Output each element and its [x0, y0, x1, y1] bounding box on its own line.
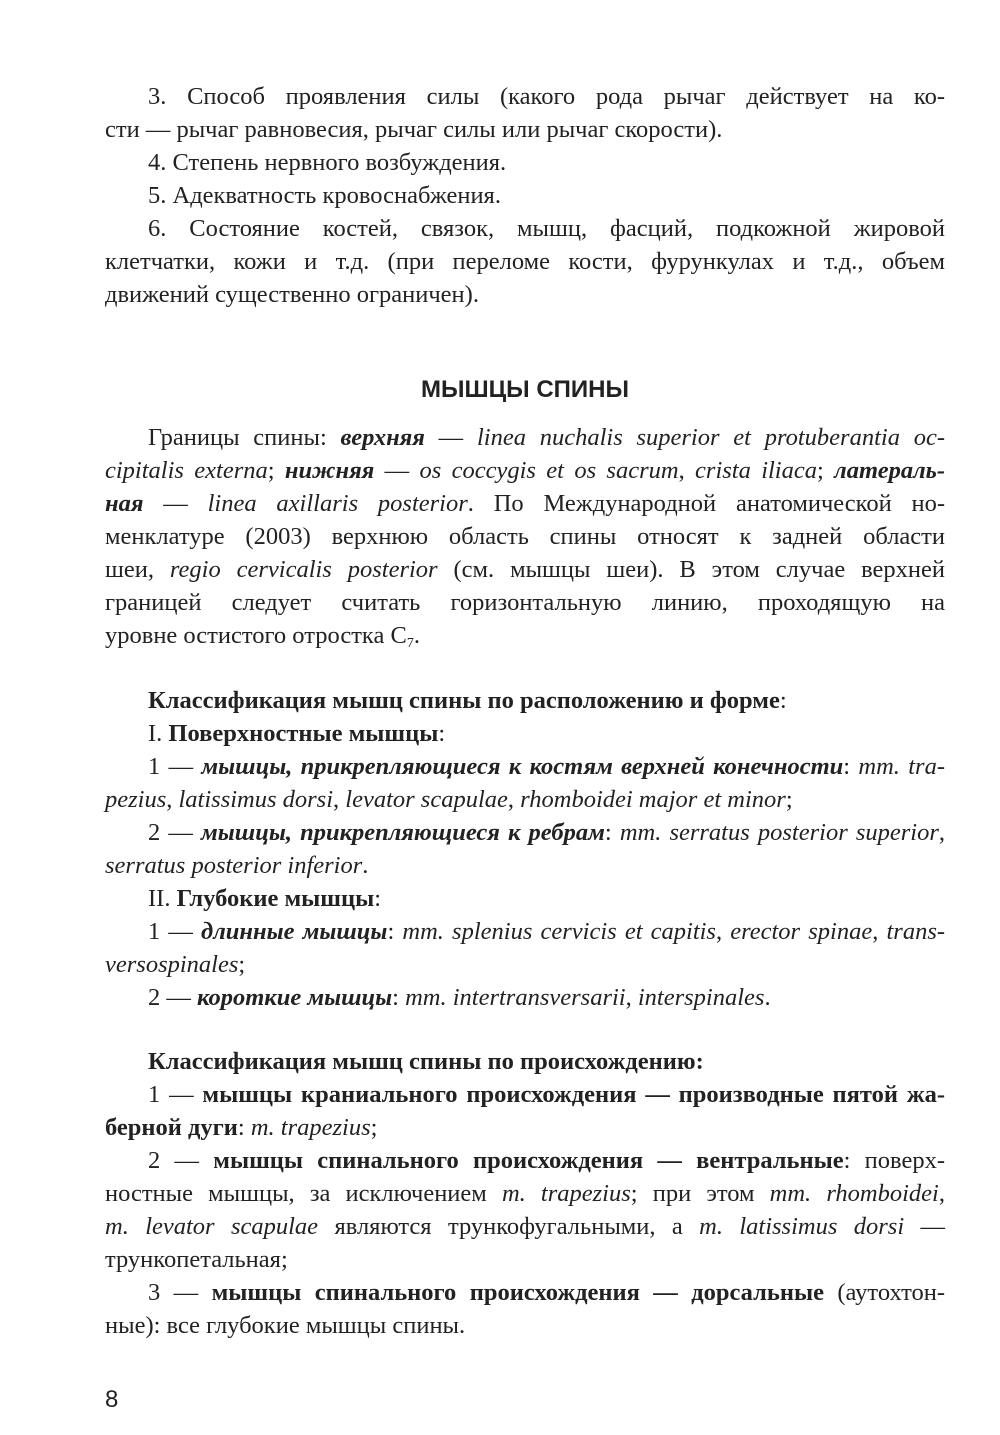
page-body: [105, 80, 945, 1342]
text-run: I.: [148, 720, 169, 747]
text-run: 3. Способ проявления силы (какого рода рычаг действует на ко-: [148, 83, 945, 110]
text-run: Границы спины:: [148, 424, 341, 451]
text-run: levator scapulae: [345, 786, 508, 813]
text-line: [105, 1243, 945, 1276]
text-run: mm. rhomboidei: [769, 1180, 939, 1207]
text-run: ,: [678, 457, 696, 484]
text-run: трункопетальная;: [105, 1246, 288, 1273]
text-line: [105, 245, 945, 278]
text-run: ;: [267, 457, 285, 484]
text-run: 1 —: [148, 753, 202, 780]
text-run: 1 —: [148, 1081, 203, 1108]
text-run: cipitalis externa: [105, 457, 268, 484]
text-run: ,: [715, 918, 731, 945]
text-line: [105, 882, 945, 915]
text-run: 6. Состояние костей, связок, мышц, фасций, подкожной жировой: [148, 215, 945, 242]
text-run: ;: [785, 786, 793, 813]
text-run: короткие мышцы: [197, 984, 393, 1011]
text-line: [105, 981, 945, 1014]
text-run: ; при этом: [630, 1180, 770, 1207]
text-line: [105, 278, 945, 311]
text-line: [105, 717, 945, 750]
text-run: ,: [507, 786, 521, 813]
text-run: Глубокие мышцы: [176, 885, 375, 912]
text-run: os coccygis et os sacrum: [419, 457, 679, 484]
text-run: границей следует считать горизонтальную линию, проходящую на: [105, 589, 945, 616]
text-run: 2 —: [148, 984, 197, 1011]
text-run: ;: [238, 951, 246, 978]
text-run: движений существенно ограничен).: [105, 281, 479, 308]
text-run: —: [143, 490, 208, 517]
text-run: 1 —: [148, 918, 202, 945]
text-run: 2 —: [148, 1147, 214, 1174]
text-line: [105, 1111, 945, 1144]
text-run: —: [424, 424, 477, 451]
text-run: linea axillaris posterior: [207, 490, 468, 517]
text-run: Классификация мышц спины по происхождению:: [148, 1048, 704, 1075]
text-line: [105, 1309, 945, 1342]
text-line: [105, 915, 945, 948]
text-line: [105, 948, 945, 981]
classification-by-position: [105, 684, 945, 1014]
text-line: [105, 487, 945, 520]
text-line: [105, 179, 945, 212]
text-run: нижняя: [284, 457, 375, 484]
text-run: linea nuchalis superior et protuberantia oc-: [476, 424, 945, 451]
text-run: ностные мышцы, за исключением: [105, 1180, 502, 1207]
text-run: serratus posterior inferior: [105, 852, 363, 879]
text-run: 2 —: [148, 819, 201, 846]
text-run: 5. Адекватность кровоснабжения.: [148, 182, 501, 209]
text-run: мышцы спинального происхождения — вентральные: [213, 1147, 844, 1174]
text-run: :: [438, 720, 446, 747]
text-line: [105, 80, 945, 113]
text-run: ная: [105, 490, 144, 517]
text-line: [105, 586, 945, 619]
text-run: —: [374, 457, 420, 484]
section-heading: МЫШЦЫ СПИНЫ: [421, 376, 629, 403]
text-run: m. trapezius: [250, 1114, 371, 1141]
text-run: ,: [938, 1180, 945, 1207]
text-run: мышцы, прикрепляющиеся к ребрам: [201, 819, 605, 846]
borders-paragraph: [105, 421, 945, 652]
text-line: [105, 849, 945, 882]
text-run: :: [604, 819, 620, 846]
text-line: [105, 1276, 945, 1309]
subscript: 7: [406, 636, 414, 651]
text-line: [105, 1045, 945, 1078]
text-run: mm. splenius cervicis et capitis: [402, 918, 716, 945]
text-run: ,: [166, 786, 179, 813]
text-line: [105, 1078, 945, 1111]
text-run: Поверхностные мышцы: [168, 720, 439, 747]
text-line: [105, 816, 945, 849]
text-line: [105, 750, 945, 783]
text-run: interspinales: [637, 984, 765, 1011]
text-run: длинные мышцы: [201, 918, 388, 945]
text-line: [105, 1177, 945, 1210]
text-line: [105, 421, 945, 454]
text-run: сти — рычаг равновесия, рычаг силы или рычаг скорости).: [105, 116, 723, 143]
text-run: .: [764, 984, 771, 1011]
text-line: [105, 454, 945, 487]
text-run: мышцы спинального происхождения — дорсальные: [211, 1279, 824, 1306]
text-run: m. latissimus dorsi: [699, 1213, 905, 1240]
text-run: (аутохтон-: [823, 1279, 946, 1306]
text-run: .: [413, 622, 420, 649]
text-run: pezius: [105, 786, 167, 813]
text-run: regio cervicalis posterior: [169, 556, 438, 583]
text-line: [105, 553, 945, 586]
text-run: ,: [872, 918, 887, 945]
text-run: ,: [938, 819, 946, 846]
text-run: . По Международной анатомической но-: [467, 490, 946, 517]
text-run: trans-: [886, 918, 946, 945]
text-run: :: [392, 984, 406, 1011]
text-run: II.: [148, 885, 177, 912]
text-run: являются трункофугальными, а: [318, 1213, 700, 1240]
text-run: 3 —: [148, 1279, 212, 1306]
text-run: mm. tra-: [858, 753, 945, 780]
text-run: верхняя: [340, 424, 425, 451]
text-run: mm. intertransversarii: [405, 984, 626, 1011]
text-run: (см. мышцы шеи). В этом случае верхней: [437, 556, 945, 583]
text-line: [105, 520, 945, 553]
text-run: шеи,: [105, 556, 170, 583]
text-run: Классификация мышц спины по расположению и форме: [148, 687, 780, 714]
text-line: [105, 1144, 945, 1177]
text-run: мышцы, прикрепляющиеся к костям верхней конечности: [201, 753, 844, 780]
text-run: versospinales: [105, 951, 239, 978]
text-line: [105, 1210, 945, 1243]
text-run: латераль-: [834, 457, 946, 484]
classification-by-origin: [105, 1045, 945, 1342]
text-run: crista iliaca: [695, 457, 817, 484]
text-run: :: [843, 753, 859, 780]
text-run: мышцы краниального происхождения — производные пятой жа-: [202, 1081, 946, 1108]
intro-list: [105, 80, 945, 311]
text-run: —: [904, 1213, 945, 1240]
text-line: [105, 146, 945, 179]
text-run: m. trapezius: [501, 1180, 631, 1207]
text-run: менклатуре (2003) верхнюю область спины относят к задней области: [105, 523, 945, 550]
text-run: клетчатки, кожи и т.д. (при переломе кости, фурункулах и т.д., объем: [105, 248, 945, 275]
text-run: m. levator scapulae: [105, 1213, 319, 1240]
text-run: ;: [817, 457, 835, 484]
text-run: уровне остистого отростка С: [105, 622, 407, 649]
text-run: ,: [333, 786, 346, 813]
text-run: rhomboidei major et minor: [520, 786, 786, 813]
text-line: [105, 113, 945, 146]
text-run: берной дуги: [105, 1114, 238, 1141]
text-line: [105, 212, 945, 245]
text-run: erector spinae: [730, 918, 873, 945]
text-run: ;: [370, 1114, 378, 1141]
text-run: latissimus dorsi: [178, 786, 334, 813]
page-number: 8: [105, 1386, 119, 1413]
text-line: [105, 684, 945, 717]
text-line: [105, 619, 945, 652]
text-run: .: [362, 852, 369, 879]
text-run: : поверх-: [843, 1147, 945, 1174]
text-run: ные): все глубокие мышцы спины.: [105, 1312, 466, 1339]
text-run: 4. Степень нервного возбуждения.: [148, 149, 507, 176]
text-run: :: [779, 687, 787, 714]
text-run: :: [237, 1114, 251, 1141]
text-run: :: [374, 885, 382, 912]
text-run: mm. serratus posterior superior: [619, 819, 939, 846]
text-line: [105, 783, 945, 816]
text-run: :: [387, 918, 403, 945]
text-run: ,: [625, 984, 638, 1011]
